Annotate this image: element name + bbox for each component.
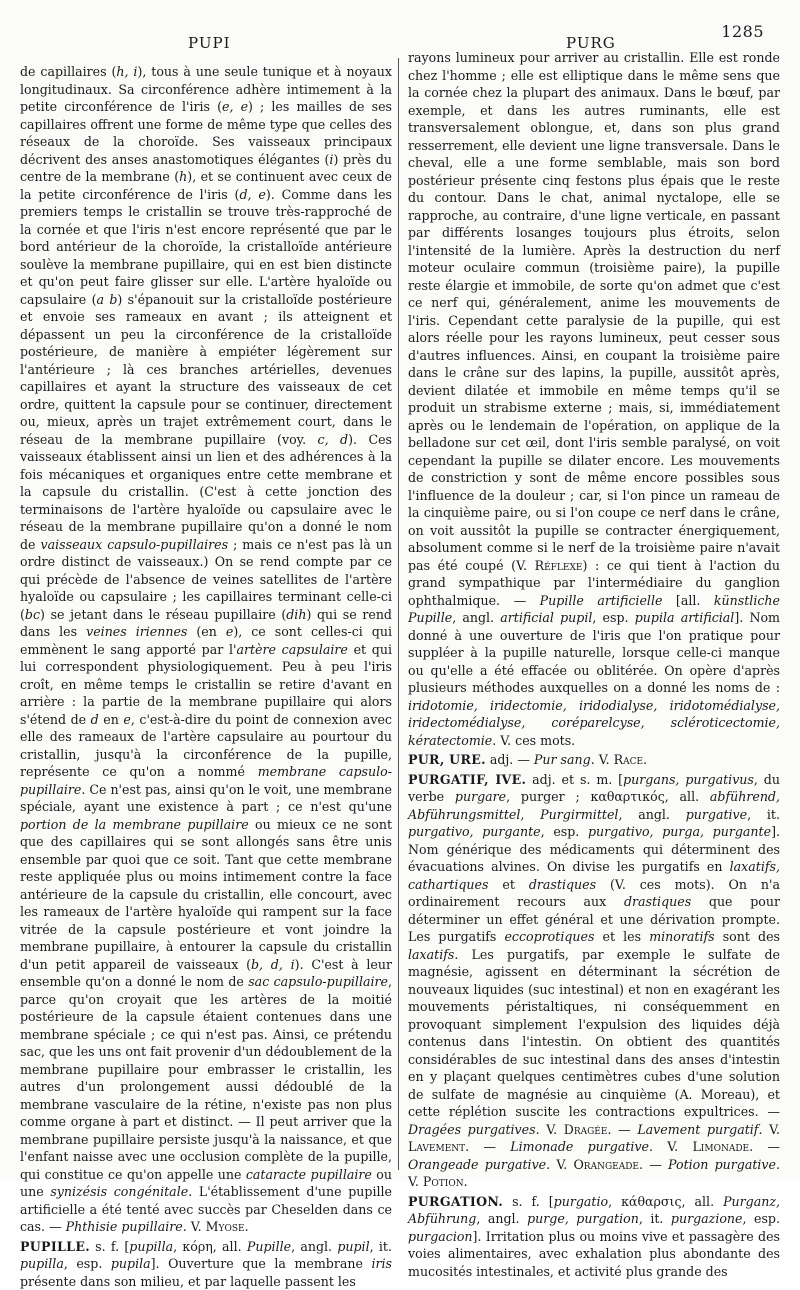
italic-text: artificial pupil (500, 610, 592, 625)
italic-text: iridotomie, iridectomie, iridodialyse, iridotomédialyse, iridectomédialyse, coréparelcyse, scléroticectomie, kératectomie (408, 698, 780, 748)
italic-text: e (123, 712, 130, 727)
text: , parce qu'on croyait que les artères de la moitié postérieure de la capsule étaient contenues dans une membrane spéciale ; ce qui n'est pas. Ainsi, ce prétendu sac, que les uns ont fait provenir d'un dédoublement de la membrane pupillaire pour embrasser le cristallin, les autres d'un prolongement aussi dédoublé de la membrane vasculaire de la rétine, n'existe pas non plus comme organe à part et distinct. — Il peut arriver que la membrane pupillaire persiste jusqu'à la naissance, et que l'enfant naisse avec une occlusion complète de la pupille, qui constitue ce qu'on appelle une (20, 974, 392, 1182)
text: , angl. (618, 807, 685, 822)
text: , esp. (743, 1211, 780, 1226)
text: [all. (662, 593, 714, 608)
italic-text: abführend, Abführungsmittel, Purgirmittel (408, 789, 780, 822)
italic-text: artère capsulaire (236, 642, 347, 657)
text: , purger ; καθαρτικός, all. (506, 789, 710, 804)
italic-text: pupil (337, 1239, 369, 1254)
italic-text: pupila (111, 1256, 151, 1271)
italic-text: minoratifs (649, 929, 714, 944)
text: ]. Nom générique des médicaments qui déterminent des évacuations alvines. On divise les purgatifs en (408, 824, 780, 874)
entry-pupille (20, 1238, 392, 1290)
cross-reference: Dragée (564, 1122, 608, 1137)
text: . (464, 1174, 468, 1189)
text: rayons lumineux pour arriver au cristallin. Elle est ronde chez l'homme ; elle est elliptique dans le même sens que la cornée chez la plupart des animaux. Dans le bœuf, par exemple, et dans les autres ruminants, elle est transversalement oblongue, et, dans son plus grand resserrement, elle devient une ligne transversale. Dans le cheval, elle a une forme semblable, mais son bord postérieur présente cinq festons plus épais que le reste du contour. Dans le chat, animal nyctalope, elle se rapproche, au contraire, d'une ligne verticale, en passant par différents losanges toujours plus étroits, selon l'intensité de la lumière. Après la destruction du nerf moteur oculaire commun (troisième paire), la pupille reste élargie et immobile, de sorte qu'on admet que c'est ce nerf qui, généralement, anime les mouvements de l'iris. Cependant cette paralysie de la pupille, qui est alors réelle pour les rayons lumineux, peut cesser sous d'autres influences. Ainsi, en coupant la troisième paire dans le crâne sur des lapins, la pupille, aussitôt après, devient dilatée et immobile en même temps qu'il se produit un strabisme externe ; mais, si, immédiatement après ou le lendemain de l'opération, on applique de la belladone sur cet œil, dont l'iris semble paralysé, on voit cependant la pupille se dilater encore. Les mouvements de constriction y sont de même encore possibles sous l'influence de la douleur ; car, si l'on pince un rameau de la cinquième paire, ou si l'on coupe ce nerf dans le crâne, on voit aussitôt la pupille se contracter énergiquement, absolument comme si le nerf de la troisième paire n'avait pas été coupé (V. (408, 50, 780, 573)
italic-text: Lavement purgatif (637, 1122, 758, 1137)
italic-text: h (179, 169, 187, 184)
text: , it. (370, 1239, 392, 1254)
text: . — (607, 1122, 637, 1137)
italic-text: membrane capsulo-pupillaire (20, 764, 392, 797)
text: , angl. (291, 1239, 337, 1254)
italic-text: sac capsulo-pupillaire (248, 974, 388, 989)
cross-reference: Race (614, 752, 643, 767)
italic-text: purgazione (671, 1211, 743, 1226)
text: ). Comme dans les premiers temps le cristallin se trouve très-rapproché de la cornée et que l'iris n'est encore représenté que par le bord antérieur de la choroïde, la cristalloïde antérieure soulève la membrane pupillaire, qui en est bien distincte et qu'on peut faire glisser sur elle. L'artère hyaloïde ou capsulaire ( (20, 187, 392, 307)
text: . L'établissement d'une pupille artificielle a été tenté avec succès par Cheselden dans ce cas. — (20, 1184, 392, 1234)
text: . (245, 1219, 249, 1234)
cross-reference: Limonade (692, 1139, 749, 1154)
entry-purgation (408, 1193, 780, 1281)
text: . V. (183, 1219, 206, 1234)
entry-headword: PUPILLE. (20, 1239, 90, 1254)
text: ). Ces vaisseaux établissent ainsi un lien et des adhérences à la fois mécaniques et organiques entre cette membrane et la capsule du cristallin. (C'est à cette jonction des terminaisons de l'artère hyaloïde ou capsulaire avec le réseau de la membrane pupillaire qu'on a donné le nom de (20, 432, 392, 552)
text: , angl. (476, 1211, 527, 1226)
entry-headword: PURGATION. (408, 1194, 503, 1209)
cross-reference: Myose (206, 1219, 245, 1234)
text: et les (594, 929, 649, 944)
text: , du verbe (408, 772, 780, 805)
entry-pur (408, 751, 780, 769)
text: s. f. [ (503, 1194, 554, 1209)
italic-text: purgative (686, 807, 747, 822)
italic-text: purgativo, purgante (408, 824, 541, 839)
italic-text: e (226, 624, 233, 639)
text: , κόρη, all. (173, 1239, 247, 1254)
text: de capillaires ( (20, 64, 116, 79)
text: (en (187, 624, 225, 639)
text: . — (749, 1139, 780, 1154)
text: adj. et s. m. [ (526, 772, 623, 787)
running-head-left: PUPI (188, 34, 231, 52)
text: ) s'épanouit sur la cristalloïde postérieure et envoie ses rameaux en avant ; ils atteignent et dépassent un peu la circonférence de la cristalloïde postérieure, de manière à empiéter légèrement sur l'antérieure ; là ces branches artérielles, devenues capillaires et ayant la structure des vaisseaux de cet ordre, quittent la capsule pour se continuer, directement ou, mieux, après un trajet extrêmement court, dans le réseau de la membrane pupillaire (voy. (20, 292, 392, 447)
text: ou mieux ce ne sont que des capillaires qui se sont allongés sans être unis ensemble par quoi que ce soit. Tant que cette membrane reste appliquée plus ou moins intimement contre la face antérieure de la capsule du cristallin, elle concourt, avec les rameaux de l'artère hyaloïde qui rampent sur la face vitrée de la capsule postérieure et vont joindre la membrane pupillaire, à entourer la capsule du cristallin d'un petit appareil de vaisseaux ( (20, 817, 392, 972)
text: ), tous à une seule tunique et à noyaux longitudinaux. Sa circonférence adhère intimement à la petite circonférence de l'iris ( (20, 64, 392, 114)
entry-headword: PUR, URE. (408, 752, 486, 767)
italic-text: drastiques (624, 894, 691, 909)
text: ), et se continuent avec ceux de la petite circonférence de l'iris ( (20, 169, 392, 202)
text: ), ce sont celles-ci qui emmènent le sang apporté par l' (20, 624, 392, 657)
text: . V. (591, 752, 614, 767)
text: adj. — (486, 752, 534, 767)
italic-text: i (329, 152, 333, 167)
text: , it. (747, 807, 780, 822)
text: , esp. (541, 824, 588, 839)
text: . Ce n'est pas, ainsi qu'on le voit, une membrane spéciale, ayant une existence à part ; ce n'est qu'une (20, 782, 392, 815)
italic-text: laxatifs (408, 947, 454, 962)
text: ou une (20, 1167, 392, 1200)
text: , angl. (452, 610, 500, 625)
text: . (643, 752, 647, 767)
italic-text: künstliche Pupille (408, 593, 780, 626)
italic-text: d (91, 712, 99, 727)
text: ) ; les mailles de ses capillaires offrent une forme de même type que celles des réseaux de la choroïde. Ses vaisseaux principaux décrivent des anses anastomotiques élégantes ( (20, 99, 392, 167)
text: s. f. [ (90, 1239, 129, 1254)
paragraph-pupille-continued (408, 49, 780, 749)
text: . — (465, 1139, 510, 1154)
text: présente dans son milieu, et par laquelle passent les (20, 1274, 356, 1289)
italic-text: Potion purgative (668, 1157, 776, 1172)
italic-text: Pur sang (534, 752, 591, 767)
cross-reference: Orangeade (573, 1157, 639, 1172)
italic-text: laxatifs, cathartiques (408, 859, 780, 892)
italic-text: purge, purgation (527, 1211, 639, 1226)
italic-text: h, i (116, 64, 137, 79)
italic-text: dih (286, 607, 306, 622)
text: . V. (546, 1157, 573, 1172)
text: ) se jetant dans le réseau pupillaire ( (40, 607, 286, 622)
italic-text: veines iriennes (86, 624, 187, 639)
cross-reference: Réflexe (535, 558, 583, 573)
page-number: 1285 (721, 22, 764, 41)
italic-text: vaisseaux capsulo-pupillaires (41, 537, 229, 552)
italic-text: pupilla (129, 1239, 173, 1254)
text: . V. (536, 1122, 564, 1137)
text: ) qui se rend dans les (20, 607, 392, 640)
italic-text: purgacion (408, 1229, 473, 1244)
italic-text: iris (371, 1256, 392, 1271)
cross-reference: Lavement (408, 1139, 465, 1154)
text: . V. (758, 1122, 780, 1137)
italic-text: purgans, purgativus (623, 772, 754, 787)
text: . V. (649, 1139, 692, 1154)
italic-text: pupila artificial (635, 610, 735, 625)
text: , c'est-à-dire du point de connexion avec elle des rameaux de l'artère capsulaire au pourtour du cristallin, jusqu'à la circonférence de la pupille, représente ce qu'on a nommé (20, 712, 392, 780)
column-divider (398, 58, 399, 1170)
italic-text: a b (97, 292, 118, 307)
text: en (99, 712, 124, 727)
entry-headword: PURGATIF, IVE. (408, 772, 526, 787)
italic-text: bc (25, 607, 40, 622)
left-column (20, 63, 392, 1290)
text: , esp. (592, 610, 634, 625)
italic-text: Pupille (247, 1239, 291, 1254)
text: . Les purgatifs, par exemple le sulfate de magnésie, agissent en déterminant la sécrétion de nouveaux liquides (suc intestinal) et non en exagérant les mouvements péristaltiques, ni conséquemment en provoquant simplement l'expulsion des liquides déjà contenus dans l'intestin. On obtient des quantités considérables de suc intestinal dans des anses d'intestin en y plaçant quelques centimètres cubes d'une solution de sulfate de magnésie au cinquième (A. Moreau), et cette réplétion suscite les contractions expultrices. — (408, 947, 780, 1120)
text: et qui lui correspondent physiologiquement. Peu à peu l'iris croît, en même temps le cristallin se retire d'avant en arrière : la partie de la membrane pupillaire qui alors s'étend de (20, 642, 392, 727)
text: et (488, 877, 528, 892)
text: . V. ces mots. (492, 733, 575, 748)
text: ). C'est à leur ensemble qu'on a donné le nom de (20, 957, 392, 990)
italic-text: portion de la membrane pupillaire (20, 817, 249, 832)
text: , κάθαρσις, all. (608, 1194, 723, 1209)
text: ]. Irritation plus ou moins vive et passagère des voies alimentaires, avec exhalation plus abondante des mucosités intestinales, et activité plus grande des (408, 1229, 780, 1279)
text: . — (639, 1157, 668, 1172)
text: sont des (715, 929, 780, 944)
italic-text: Dragées purgatives (408, 1122, 536, 1137)
italic-text: Phthisie pupillaire (66, 1219, 183, 1234)
paragraph-membrane-pupillaire (20, 63, 392, 1236)
italic-text: Orangeade purgative (408, 1157, 546, 1172)
text: . V. (408, 1157, 780, 1190)
italic-text: purgativo, purga, purgante (588, 824, 771, 839)
text: que pour déterminer un effet général et une dérivation prompte. Les purgatifs (408, 894, 780, 944)
italic-text: c, d (318, 432, 349, 447)
italic-text: Pupille artificielle (540, 593, 663, 608)
italic-text: synizésis congénitale (50, 1184, 188, 1199)
cross-reference: Potion (423, 1174, 464, 1189)
text: ) près du centre de la membrane ( (20, 152, 392, 185)
text: ]. Nom donné à une ouverture de l'iris que l'on pratique pour suppléer à la pupille naturelle, lorsque celle-ci manque ou qu'elle a été effacée ou oblitérée. On opère d'après plusieurs méthodes auxquelles on a donné les noms de : (408, 610, 780, 695)
running-head-right: PURG (566, 34, 616, 52)
italic-text: eccoprotiques (504, 929, 594, 944)
text: ]. Ouverture que la membrane (151, 1256, 372, 1271)
italic-text: Limonade purgative (510, 1139, 649, 1154)
italic-text: b, d, i (251, 957, 295, 972)
text: (V. ces mots). On n'a ordinairement recours aux (408, 877, 780, 910)
italic-text: cataracte pupillaire (246, 1167, 372, 1182)
right-column (408, 49, 780, 1280)
italic-text: purgatio (554, 1194, 608, 1209)
text: ; mais ce n'est pas là un ordre distinct de vaisseaux.) On se rend compte par ce qui précède de l'absence de veines satellites de l'artère hyaloïde ou capsulaire ; les capillaires terminant celle-ci ( (20, 537, 392, 622)
italic-text: purgare (455, 789, 506, 804)
text: ) : ce qui tient à l'action du grand sympathique par l'intermédiaire du ganglion ophthalmique. — (408, 558, 780, 608)
text: , esp. (64, 1256, 111, 1271)
text: , it. (639, 1211, 671, 1226)
italic-text: e, e (222, 99, 248, 114)
italic-text: drastiques (529, 877, 596, 892)
entry-purgatif (408, 771, 780, 1191)
italic-text: pupilla (20, 1256, 64, 1271)
italic-text: d, e (239, 187, 265, 202)
italic-text: Purganz, Abführung (408, 1194, 780, 1227)
